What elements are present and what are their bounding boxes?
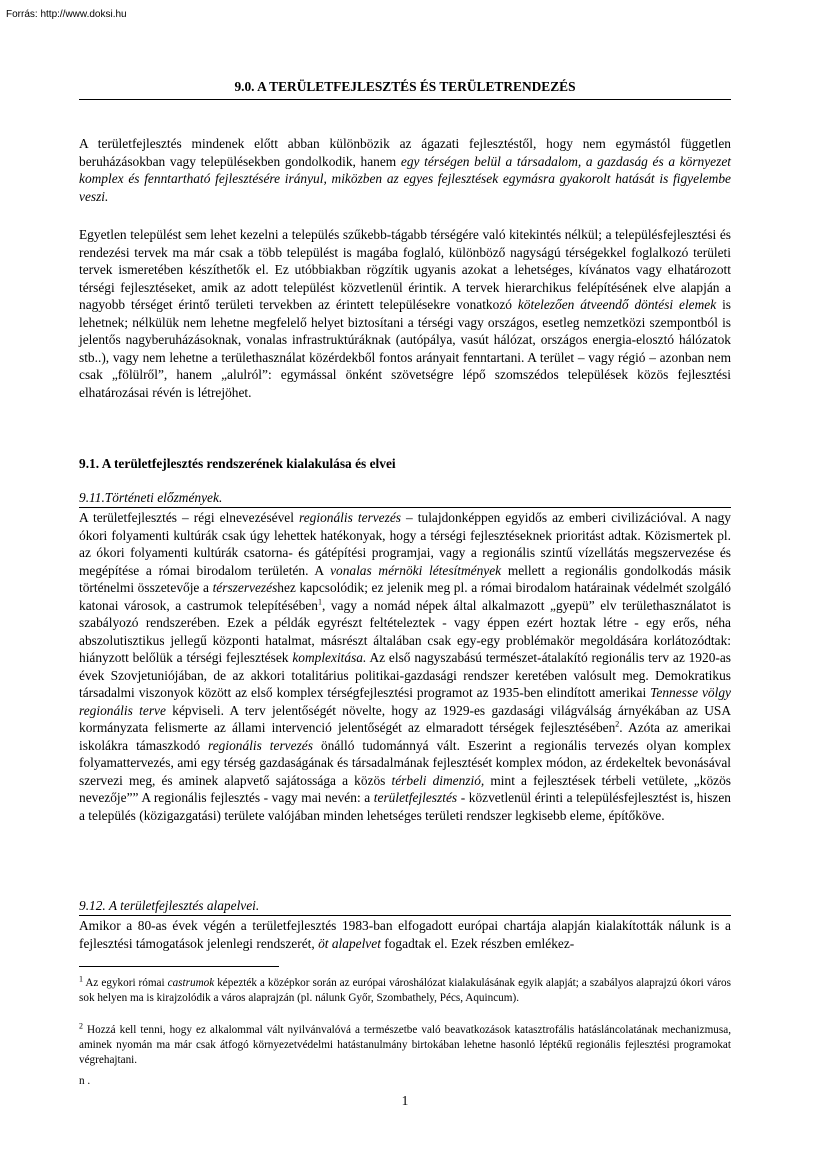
footnote-1: $^1$ Az egykori római castrumok képezték a középkor során az európai városhálózat kialakulásának egyik alapját; a szabályos alaprajzú ókori város sok helyen ma is kirajzolódik a város alaprajzán (pl. nálunk Győr, Szombathely, Pécs, Aquincum). xyxy=(79,974,731,1004)
footnote-ref-2: 2 xyxy=(615,719,620,729)
paragraph-settlements: Egyetlen települést sem lehet kezelni a település szűkebb-tágabb térségére való kitekintés nélkül; a településfejlesztési és rendezési tervek ma már csak a több települést is magába foglaló, különböző nagyságú térségekkel foglalkozó területi tervek ismeretében készíthetők el. Ez utóbbiakban rögzítik ugyanis azokat a lehetséges, kívánatos vagy elhatározott térségi fejlesztéseket, amik az adott települést közvetlenül érintik. A tervek hierarchikus felépítésének elve alapján a nagyobb térséget érintő területi tervekben az érintett településekre vonatkozó kötelezően átveendő döntési elemek is lehetnek; nélkülük nem lehetne megfelelő helyet biztosítani a térségi vagy országos, esetleg nemzetközi szempontból is jelentős nagyberuházásoknak, vonalas infrastruktúráknak (autópálya, vasút hálózat, országos energia-elosztó hálózatok stb..), vagy nem lehetne a területhasználat közérdekből fontos arányait fenntartani. A terület – vagy régió – azonban nem csak „fölülről”, hanem „alulról”: egymással önként szövetségre lépő szomszédos települések közös fejlesztési elhatározásai révén is létrejöhet. xyxy=(79,227,731,400)
intro-paragraph: A területfejlesztés mindenek előtt abban különbözik az ágazati fejlesztéstől, hogy nem egymástól független beruházásokban vagy településekben gondolkodik, hanem egy térségen belül a társadalom, a gazdaság és a környezet komplex és fenntartható fejlesztésére irányul, miközben az egyes fejlesztések egymásra gyakorolt hatását is figyelembe veszi. xyxy=(79,136,731,204)
subheading-9-11: 9.11.Történeti előzmények. xyxy=(79,490,731,508)
section-heading-9-1: 9.1. A területfejlesztés rendszerének kialakulása és elvei xyxy=(79,456,396,471)
footnote-ref-1: 1 xyxy=(317,597,322,607)
paragraph-history: A területfejlesztés – régi elnevezésével regionális tervezés – tulajdonképpen egyidős az emberi civilizációval. A nagy ókori folyamenti kultúrák csak úgy lehettek hatékonyak, hogy a térségi fejlesztéseknek prioritást adtak. Közismertek pl. az ókori folyamenti kultúrák csatorna- és gátépítési programjai, vagy a regionális szintű vízellátás megszervezése és megépítése a római birodalom területén. A vonalas mérnöki létesítmények mellett a regionális gondolkodás másik történelmi összetevője a térszervezéshez kapcsolódik; ez jelenik meg pl. a római birodalom határainak védelmét szolgáló katonai városok, a castrumok telepítésében$^1$, vagy a nomád népek által alkalmazott „gyepü” elv területhasználatot is szabályozó rendszerében. Ezek a példák egyrészt feltételeztek - vagy éppen ezért hoztak létre - egy erős, néha abszolutisztikus jellegű központi hatalmat, másrészt általában csak egy-egy problémakör megoldására korlátozódtak: hiányzott belőlük a térségi fejlesztések komplexitása. Az első nagyszabású természet-átalakító regionális terv az 1920-as évek Szovjetuniójában, de az akkori totalitárius politikai-gazdasági rendszer keretében valósult meg. Demokratikus társadalmi viszonyok között az első komplex térségfejlesztési programot az 1935-ben elindított amerikai Tennesse völgy regionális terve képviseli. A terv jelentőségét növelte, hogy az 1929-es gazdasági világválság árnyékában az USA kormányzata felismerte az állami intervenció jelentőségét az elmaradott térségek fejlesztésében$^2$. Azóta az amerikai iskolákra támaszkodó regionális tervezés önálló tudománnyá vált. Eszerint a regionális tervezés olyan komplex folyamattervezés, ami egy térség gazdaságának és társadalmának fejlesztését komplex módon, az érdekeltek bevonásával szervezi meg, és aminek alapvető sajátossága a közös térbeli dimenzió, mint a fejlesztések térbeli vetülete, „közös nevezője”” A regionális fejlesztés - vagy mai nevén: a területfejlesztés - közvetlenül érinti a településfejlesztést is, hiszen a település (közigazgatási) területe valójában minden lehetséges területi rendszer legkisebb eleme, építőköve. xyxy=(79,510,732,823)
paragraph-principles: Amikor a 80-as évek végén a területfejlesztés 1983-ban elfogadott európai chartája alapján kialakították nálunk is a fejlesztési támogatások jelenlegi rendszerét, öt alapelvet fogadtak el. Ezek részben emlékez- xyxy=(79,918,731,951)
subheading-9-12: 9.12. A területfejlesztés alapelvei. xyxy=(79,898,731,916)
footnote-trailing-mark: n . xyxy=(79,1075,91,1087)
page-number: 1 xyxy=(401,1093,409,1108)
chapter-title: 9.0. A TERÜLETFEJLESZTÉS ÉS TERÜLETRENDEZÉS xyxy=(79,79,731,100)
source-note: Forrás: http://www.doksi.hu xyxy=(6,9,127,20)
footnote-2: $^2$ Hozzá kell tenni, hogy ez alkalommal vált nyilvánvalóvá a természetbe való beavatkozások katasztrofális hatásláncolatának mechanizmusa, aminek nyomán ma már csak átfogó környezetvédelmi hatástanulmány birtokában lehetne hasonló léptékű regionális fejlesztési programokat végrehajtani. xyxy=(79,1021,731,1066)
footnote-separator xyxy=(79,966,279,967)
